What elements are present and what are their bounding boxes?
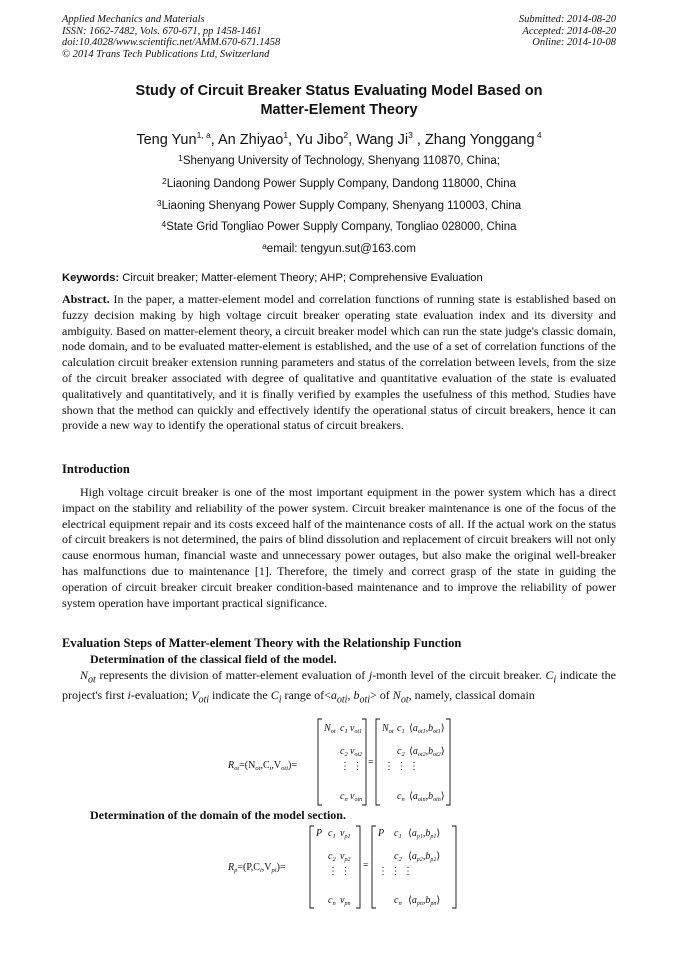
eq1-m1-v1: $v_{ot1}$ (350, 723, 363, 735)
eq1-m1-vdots: ⋮ ⋮ (340, 761, 363, 772)
author-affil-mark: 1, a (196, 130, 211, 140)
author-name: An Zhiyao (218, 132, 284, 148)
eq1-m1-c2: $c_2$ (340, 746, 348, 758)
eq1-m2-object: $N_{ot}$ (382, 723, 394, 735)
author-affil-mark: 4 (534, 130, 542, 140)
affiliation (62, 200, 616, 212)
author-affil-mark: 2 (343, 130, 349, 140)
eq2-m2-object: P (378, 828, 385, 839)
eq1-m1-vn: $v_{otn}$ (350, 791, 363, 803)
author-separator: , (210, 132, 219, 148)
affiliation (62, 178, 616, 190)
affiliation-mark: 2 (161, 176, 167, 186)
eq1-m2-c1: $c_1$ (397, 723, 405, 735)
eq1-m1-right-bracket (362, 719, 366, 805)
submitted-date: Submitted: 2014-08-20 (518, 14, 616, 25)
classical-field-text: $N_{ot}$ represents the division of matter-element evaluation of j-month level of the circuit breaker. $C_i$ indicate the project's first i-evaluation; $V_{oti}$ indicate the $C_i$ range $of<a_{oti}$, $b_{oti}>$ of $N_{ot}$, namely, classical domain (62, 668, 616, 706)
eq2-m1-left-bracket (310, 826, 314, 908)
author-affil-mark: 1 (283, 130, 289, 140)
dates-header (519, 14, 616, 49)
eq2-m1-vn: $v_{pn}$ (340, 895, 351, 907)
eq1-m1-c1: $c_1$ (340, 723, 348, 735)
doi-line[interactable]: doi:10.4028/www.scientific.net/AMM.670-671.1458 (62, 37, 281, 49)
eq2-m2-left-bracket (372, 826, 376, 908)
eq2-lhs: $R_p=(P,C_i,V_{pi})=$ (228, 862, 286, 874)
abstract-text: In the paper, a matter-element model and correlation functions of running state is established based on fuzzy decision making by high voltage circuit breaker operating state evaluation index and its diversity and ambiguity. Based on matter-element theory, a circuit breaker model which can run the state judge's classic domain, node domain, and to be evaluated matter-element is established, and the use of a set of correlation functions of the calculation circuit breaker extension running parameters and status of the correlation between levels, from the size of the circuit breaker associated with degree of qualitative and quantitative evaluation of the state is evaluated qualitatively and quantitatively, and it is finally verified by examples the usefulness of this method. Studies have shown that the method can quickly and effectively identify the operational status of circuit breakers, hence it can provide a new way to identify the operational status of circuit breakers. (62, 292, 616, 433)
eq1-m2-interval1: $⟨a_{ot1},b_{ot1}⟩$ (409, 723, 445, 735)
affiliation (62, 221, 616, 233)
eq1-m2-cn: $c_n$ (397, 791, 405, 803)
paper-title (62, 82, 616, 120)
eq2-m1-c2: $c_2$ (328, 851, 336, 863)
section-domain-equation (226, 824, 460, 910)
accepted-date: Accepted: 2014-08-20 (522, 25, 616, 37)
title-line-1: Study of Circuit Breaker Status Evaluating Model Based on (135, 83, 543, 99)
author-affil-mark: 3 (408, 130, 413, 140)
classical-domain-equation (226, 717, 454, 807)
affiliation-text: Liaoning Dandong Power Supply Company, Dandong 118000, China (166, 178, 517, 190)
author-list (62, 132, 616, 148)
eq1-m2-left-bracket (376, 719, 380, 805)
eq1-equals: = (368, 757, 374, 768)
author-name: Teng Yun (136, 132, 197, 148)
affiliation-text: State Grid Tongliao Power Supply Company, Tongliao 028000, China (166, 221, 517, 233)
eq2-m2-right-bracket (452, 826, 456, 908)
author-name: Wang Ji (356, 132, 409, 148)
classical-field-heading: Determination of the classical field of the model. (90, 652, 337, 666)
eq1-m1-v2: $v_{ot2}$ (350, 746, 363, 758)
model-section-domain-heading: Determination of the domain of the model section. (90, 808, 346, 822)
abstract-label: Abstract. (62, 292, 110, 306)
eq2-m1-v2: $v_{p2}$ (340, 851, 351, 863)
affiliation-mark: 4 (161, 219, 167, 229)
eq1-m1-cn: $c_n$ (340, 791, 348, 803)
author-separator: , (288, 132, 296, 148)
issn-line: ISSN: 1662-7482, Vols. 670-671, pp 1458-1461 (62, 25, 262, 37)
eq2-m2-interval2: $⟨a_{p2},b_{p2}⟩$ (408, 851, 441, 863)
eq2-m2-cn: $c_n$ (394, 895, 402, 907)
affiliation-mark: 3 (156, 198, 162, 208)
eq2-equals: = (363, 860, 369, 871)
journal-header (62, 14, 280, 60)
affiliation-text: Liaoning Shenyang Power Supply Company, Shenyang 110003, China (161, 200, 522, 212)
keywords-label: Keywords: (62, 272, 120, 284)
copyright-line: © 2014 Trans Tech Publications Ltd, Switzerland (62, 48, 270, 60)
eq2-m2-c2: $c_2$ (394, 851, 402, 863)
affiliation-text: Shenyang University of Technology, Shenyang 110870, China; (182, 155, 500, 167)
affiliation-email (62, 243, 616, 255)
eq2-m1-vdots: ⋮ ⋮ (328, 866, 351, 877)
keywords (62, 272, 616, 284)
evaluation-heading: Evaluation Steps of Matter-element Theory with the Relationship Function (62, 636, 462, 650)
eq1-m2-intervaln: $⟨a_{otn},b_{otn}⟩$ (409, 791, 445, 803)
eq2-m2-vdots: ⋮ ⋮ ⋮ (378, 866, 413, 877)
eq2-m1-object: P (316, 828, 323, 839)
eq1-m2-right-bracket (446, 719, 450, 805)
eq2-m2-interval1: $⟨a_{p1},b_{p1}⟩$ (408, 828, 441, 840)
eq1-m2-vdots: ⋮ ⋮ ⋮ (384, 761, 419, 772)
email-link[interactable]: email: tengyun.sut@163.com (266, 243, 416, 255)
author-separator: , (412, 132, 425, 148)
eq1-m1-left-bracket (318, 719, 322, 805)
eq2-m2-c1: $c_1$ (394, 828, 402, 840)
keywords-text: Circuit breaker; Matter-element Theory; AHP; Comprehensive Evaluation (119, 272, 483, 284)
abstract (62, 292, 616, 434)
eq1-lhs: $R_{ot}=(N_{ot},C_i,V_{oti})=$ (228, 760, 298, 772)
eq1-m1-object: $N_{ot}$ (324, 723, 336, 735)
title-line-2: Matter-Element Theory (260, 102, 418, 118)
eq2-m1-v1: $v_{p1}$ (340, 828, 351, 840)
eq2-m1-cn: $c_n$ (328, 895, 336, 907)
introduction-heading: Introduction (62, 462, 130, 476)
introduction-text: High voltage circuit breaker is one of the most important equipment in the power system which has a direct impact on the stability and reliability of the power system. Circuit breaker maintenance is one of the focus of the electrical equipment repair and its costs exceed half of the maintenance costs of all. If the actual work on the status of circuit breakers is not determined, the pairs of blind dissolution and replacement of circuit breakers will not only cause enormous human, financial waste and unnecessary power outages, but also make the original well-breaker has malfunctions due to maintenance [1]. Therefore, the timely and correct grasp of the state in guiding the operation of circuit breaker circuit breaker condition-based maintenance and to improve the reliability of power system operation have important practical significance. (62, 485, 616, 610)
eq2-m1-c1: $c_1$ (328, 828, 336, 840)
affiliation (62, 155, 616, 167)
eq1-m2-interval2: $⟨a_{ot2},b_{ot2}⟩$ (409, 746, 445, 758)
author-name: Zhang Yonggang (424, 132, 535, 148)
journal-name: Applied Mechanics and Materials (62, 14, 205, 25)
eq2-m2-intervaln: $⟨a_{pn},b_{pn}⟩$ (408, 895, 441, 907)
author-name: Yu Jibo (295, 132, 344, 148)
affiliation-mark: 1 (178, 153, 183, 163)
eq1-m2-c2: $c_2$ (397, 746, 405, 758)
eq2-m1-right-bracket (356, 826, 360, 908)
author-separator: , (348, 132, 357, 148)
online-date: Online: 2014-10-08 (532, 37, 616, 49)
affiliation-mark: a (262, 241, 267, 251)
